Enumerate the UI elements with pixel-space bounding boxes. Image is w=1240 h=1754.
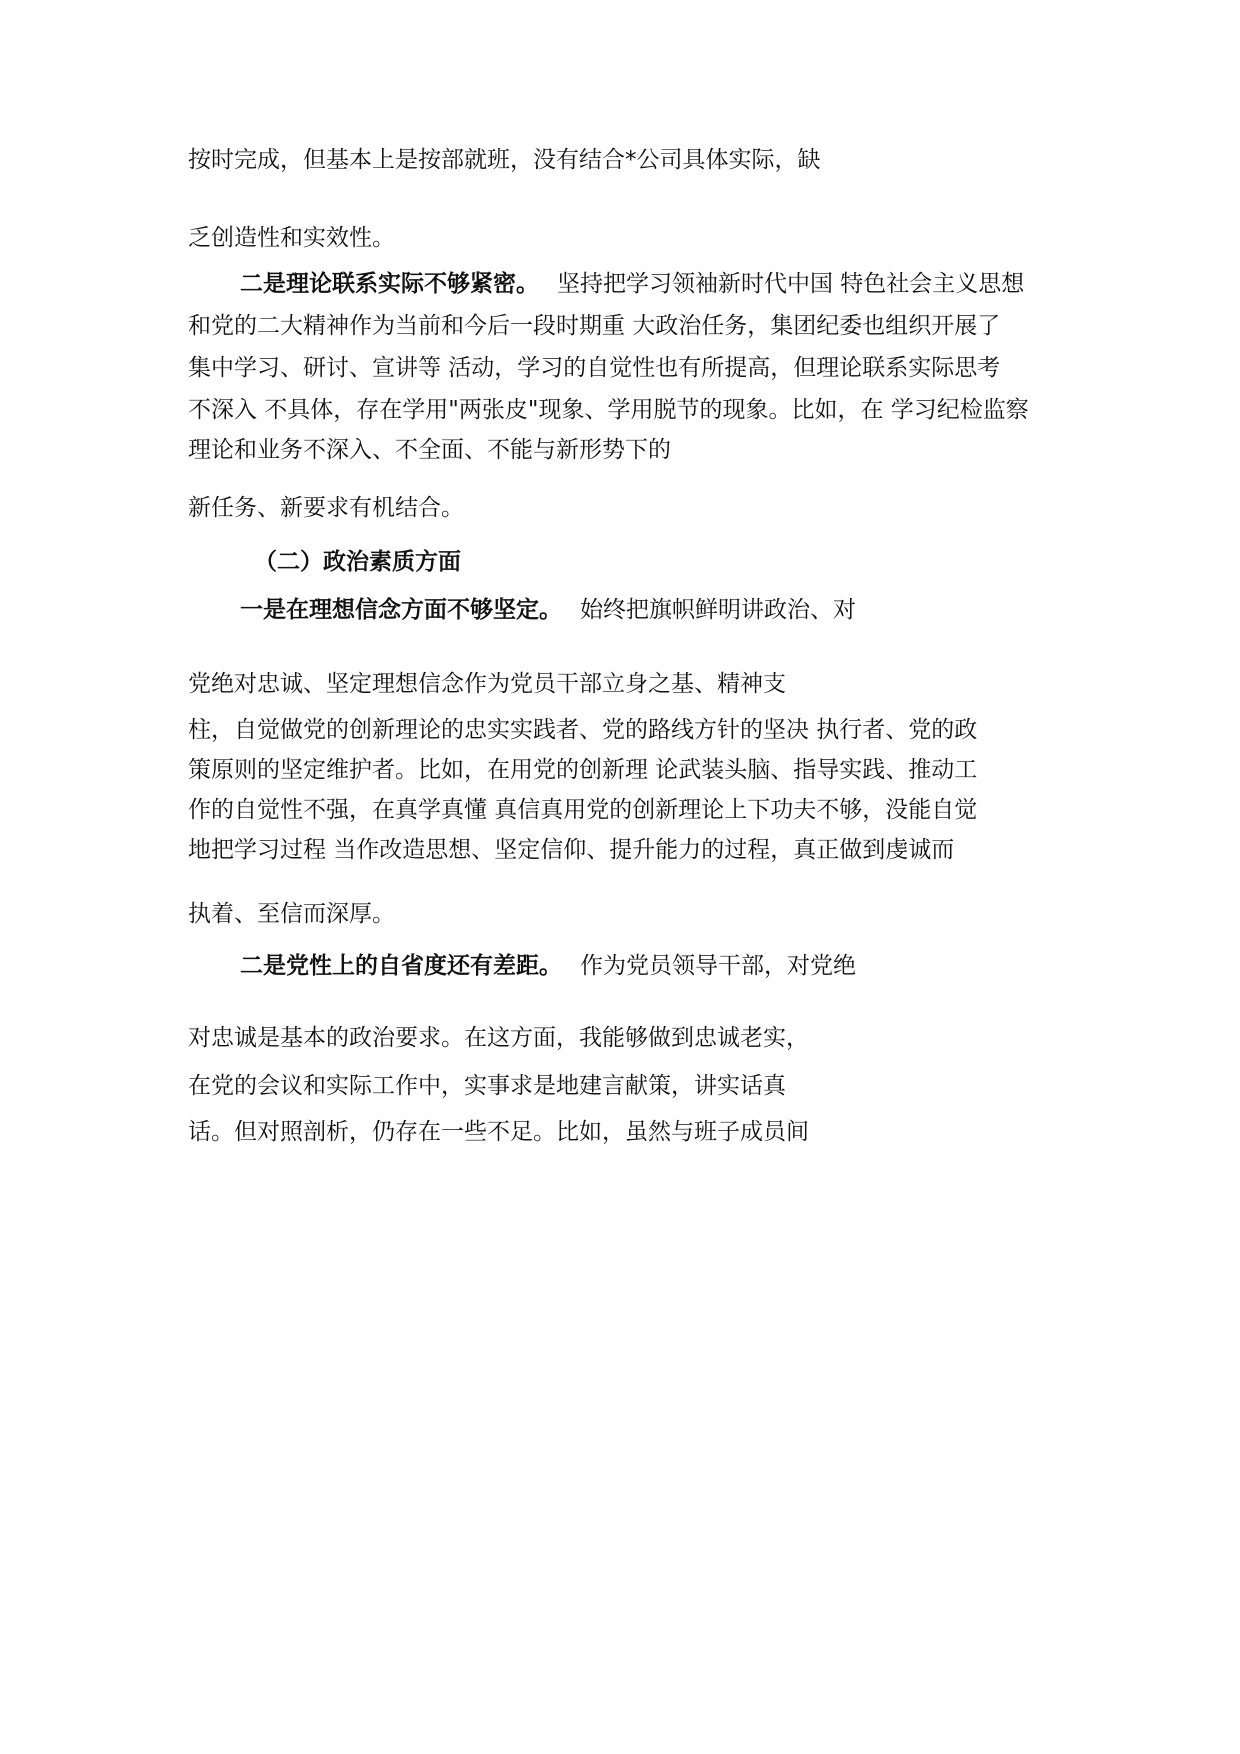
text-line-11: 作的自觉性不强，在真学真懂 真信真用党的创新理论上下功夫不够，没能自觉 (188, 797, 978, 823)
text-line-1: 按时完成，但基本上是按部就班，没有结合*公司具体实际，缺 (188, 147, 821, 173)
text-line-5: 不深入 不具体，存在学用"两张皮"现象、学用脱节的现象。比如，在 学习纪检监察 (188, 397, 1029, 423)
paragraph-belief-first-line (240, 594, 856, 626)
text-line-14: 对忠诚是基本的政治要求。在这方面，我能够做到忠诚老实， (188, 1025, 809, 1051)
section-heading: （二）政治素质方面 (254, 549, 461, 575)
paragraph-theory-lead: 二是理论联系实际不够紧密。 (240, 271, 539, 297)
text-line-10: 策原则的坚定维护者。比如，在用党的创新理 论武装头脑、指导实践、推动工 (188, 757, 978, 783)
paragraph-party-text: 作为党员领导干部，对党绝 (580, 953, 856, 979)
text-line-16: 话。但对照剖析，仍存在一些不足。比如，虽然与班子成员间 (188, 1119, 809, 1145)
text-line-2: 乏创造性和实效性。 (188, 225, 395, 251)
paragraph-belief-text: 始终把旗帜鲜明讲政治、对 (580, 597, 856, 623)
text-line-15: 在党的会议和实际工作中，实事求是地建言献策，讲实话真 (188, 1073, 786, 1099)
paragraph-belief-lead: 一是在理想信念方面不够坚定。 (240, 597, 562, 623)
text-line-6: 理论和业务不深入、不全面、不能与新形势下的 (188, 437, 671, 463)
text-line-8: 党绝对忠诚、坚定理想信念作为党员干部立身之基、精神支 (188, 671, 786, 697)
paragraph-party-lead: 二是党性上的自省度还有差距。 (240, 953, 562, 979)
text-line-12: 地把学习过程 当作改造思想、坚定信仰、提升能力的过程，真正做到虔诚而 (188, 837, 955, 863)
text-line-4: 集中学习、研讨、宣讲等 活动，学习的自觉性也有所提高，但理论联系实际思考 (188, 355, 1001, 381)
paragraph-party-first-line (240, 950, 856, 982)
paragraph-theory-text: 坚持把学习领袖新时代中国 特色社会主义思想 (557, 271, 1025, 297)
text-line-3: 和党的二大精神作为当前和今后一段时期重 大政治任务，集团纪委也组织开展了 (188, 313, 1001, 339)
text-line-7: 新任务、新要求有机结合。 (188, 495, 464, 521)
text-line-9: 柱，自觉做党的创新理论的忠实实践者、党的路线方针的坚决 执行者、党的政 (188, 717, 978, 743)
paragraph-theory-first-line (240, 268, 1024, 300)
text-line-13: 执着、至信而深厚。 (188, 901, 395, 927)
